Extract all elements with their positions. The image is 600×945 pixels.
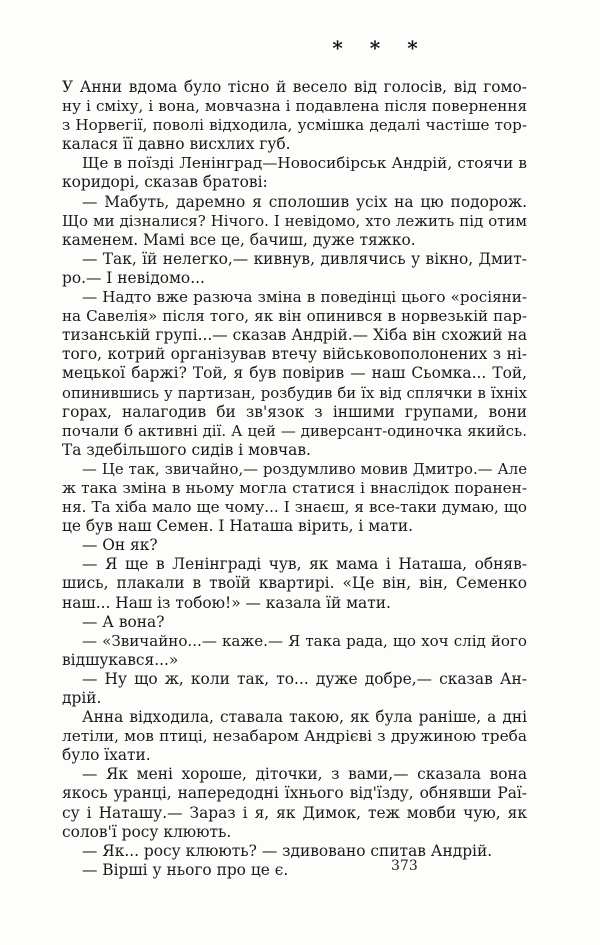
text-line: було їхати. [62,746,151,765]
text-line: ро.— І невідомо... [62,268,205,287]
text-line: калася її давно висхлих губ. [62,135,291,154]
text-line: ня. Та хіба мало ще чому... І знаєш, я все-таки думаю, що [62,498,527,517]
text-line: солов'ї росу клюють. [62,822,232,841]
text-line: відшукався...» [62,650,179,669]
text-line: якось уранці, напередодні їхнього від'їзду, обнявши Раї- [62,784,527,803]
text-line: коридорі, сказав братові: [62,173,268,192]
text-line: — Як мені хороше, діточки, з вами,— сказала вона [82,765,527,784]
text-line: — Ну що ж, коли так, то... дуже добре,— сказав Ан- [82,669,527,688]
text-line: дрій. [62,689,102,707]
text-line: це був наш Семен. І Наташа вірить, і мати. [62,517,414,536]
text-line: ж така зміна в ньому могла статися і внаслідок поранен- [62,478,527,497]
text-line: почали б активні дії. А цей — диверсант-одиночка якийсь. [62,421,527,440]
text-line: — Так, їй нелегко,— кивнув, дивлячись у вікно, Дмит- [82,249,527,268]
text-line: ну і сміху, і вона, мовчазна і подавлена після повернення [62,97,527,116]
text-line: Та здебільшого сидів і мовчав. [62,440,311,459]
body-text [62,78,527,880]
text-line: летіли, мов птиці, незабаром Андрієві з дружиною треба [62,727,527,746]
text-line: горах, налагодив би зв'язок з іншими групами, вони [62,402,527,421]
text-line: — А вона? [82,612,165,631]
text-line: — Як... росу клюють? — здивовано спитав Андрій. [82,841,493,860]
section-separator: * * * [332,36,428,60]
text-line: У Анни вдома було тісно й весело від голосів, від гомо- [62,78,527,96]
text-line: Анна відходила, ставала такою, як була раніше, а дні [82,708,527,727]
text-line: з Норвегії, поволі відходила, усмішка дедалі частіше тор- [62,116,527,135]
text-line: — Я ще в Ленінграді чув, як мама і Наташа, обняв- [82,555,527,574]
text-line: наш... Наш із тобою!» — казала їй мати. [62,593,391,612]
text-line: тизанській групі...— сказав Андрій.— Хіба він схожий на [62,326,527,345]
page-number: 373 [391,858,418,874]
text-line: — Це так, звичайно,— роздумливо мовив Дмитро.— Але [82,459,527,478]
text-line: — «Звичайно...— каже.— Я така рада, що хоч слід його [82,631,527,650]
text-line: Ще в поїзді Ленінград—Новосибірськ Андрій, стоячи в [82,154,527,173]
text-line: на Савелія» після того, як він опинився в норвезькій пар- [62,307,527,326]
text-line: того, котрий організував втечу військовополонених з ні- [62,345,527,364]
text-line: шись, плакали в твоїй квартирі. «Це він, він, Семенко [62,574,527,593]
text-line: — Вірші у нього про це є. [82,860,289,879]
text-line: мецької баржі? Той, я був повірив — наш Сьомка... Той, [62,364,527,383]
text-line: — Он як? [82,536,158,555]
text-line: — Мабуть, даремно я сполошив усіх на цю подорож. [82,192,527,211]
text-line: опинившись у партизан, розбудив би їх від сплячки в їхніх [62,383,527,402]
text-line: каменем. Мамі все це, бачиш, дуже тяжко. [62,230,416,249]
text-line: су і Наташу.— Зараз і я, як Димок, теж мовби чую, як [62,803,527,822]
text-line: Що ми дізналися? Нічого. І невідомо, хто лежить під отим [62,211,527,230]
text-line: — Надто вже разюча зміна в поведінці цього «росіяни- [82,288,527,307]
